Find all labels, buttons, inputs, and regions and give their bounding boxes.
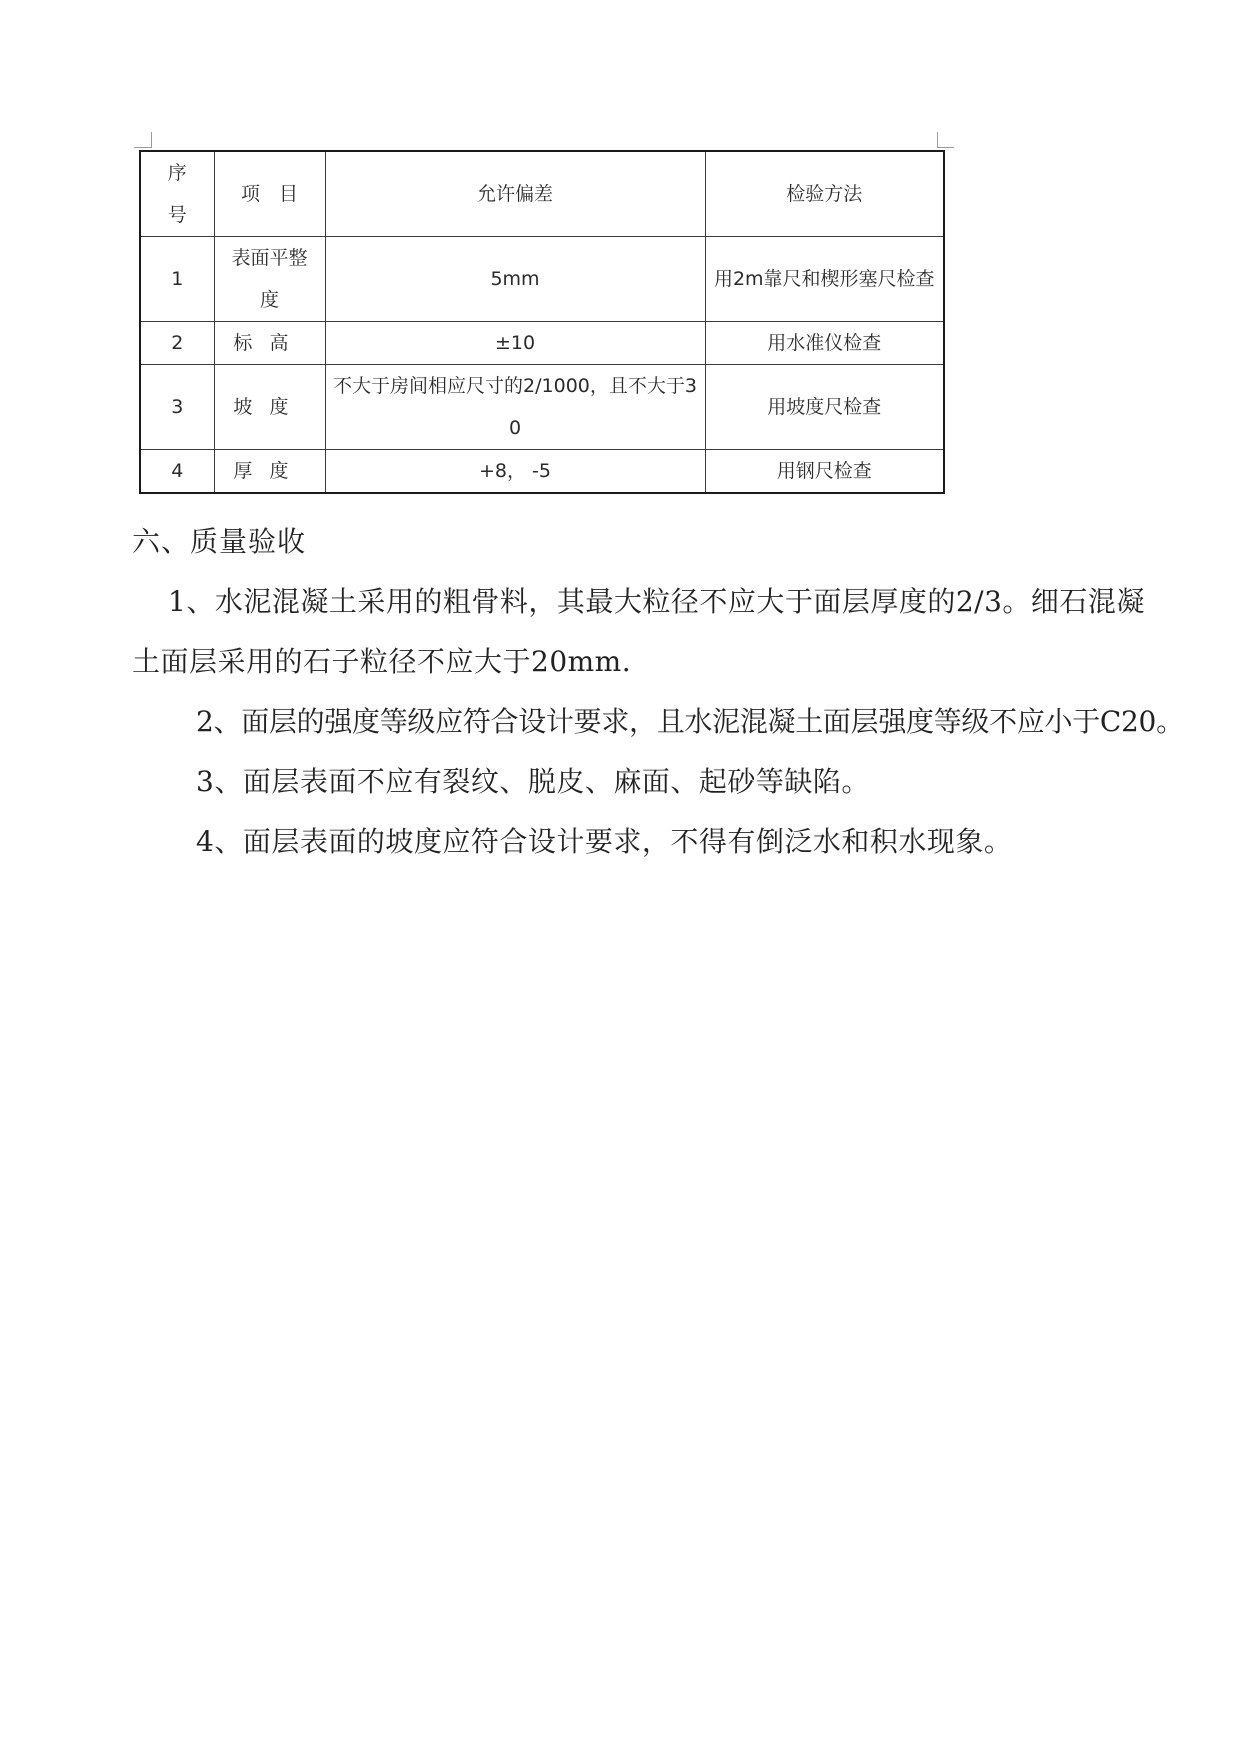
cell-tolerance: 不大于房间相应尺寸的2/1000，且不大于30 <box>325 365 705 450</box>
paragraph-1-line-2: 土面层采用的石子粒径不应大于20mm. <box>132 645 632 678</box>
header-item: 项 目 <box>214 151 325 237</box>
header-method: 检验方法 <box>705 151 944 237</box>
cell-item: 表面平整度 <box>214 237 325 322</box>
table-row <box>140 322 944 365</box>
table-row <box>140 450 944 494</box>
header-tolerance: 允许偏差 <box>325 151 705 237</box>
cell-item: 坡度 <box>214 365 325 450</box>
cell-item: 标高 <box>214 322 325 365</box>
cell-method: 用2m靠尺和楔形塞尺检查 <box>705 237 944 322</box>
cell-method: 用钢尺检查 <box>705 450 944 494</box>
cell-no: 1 <box>140 237 214 322</box>
section-heading: 六、质量验收 <box>132 525 307 558</box>
cell-no: 2 <box>140 322 214 365</box>
paragraph-2: 2、面层的强度等级应符合设计要求，且水泥混凝土面层强度等级不应小于C20。 <box>196 705 1184 738</box>
cell-no: 4 <box>140 450 214 494</box>
cell-tolerance: +8， -5 <box>325 450 705 494</box>
header-no: 序号 <box>140 151 214 237</box>
crop-mark-left-vertical <box>151 132 152 148</box>
cell-no: 3 <box>140 365 214 450</box>
table-row <box>140 237 944 322</box>
cell-tolerance: ±10 <box>325 322 705 365</box>
cell-method: 用水准仪检查 <box>705 322 944 365</box>
paragraph-1-line-1: 1、水泥混凝土采用的粗骨料，其最大粒径不应大于面层厚度的2/3。细石混凝 <box>168 585 1145 618</box>
crop-mark-left-horizontal <box>134 147 151 148</box>
table-header-row <box>140 151 944 237</box>
cell-tolerance: 5mm <box>325 237 705 322</box>
tolerance-table <box>139 150 945 494</box>
paragraph-3: 3、面层表面不应有裂纹、脱皮、麻面、起砂等缺陷。 <box>196 765 870 798</box>
crop-mark-right-horizontal <box>937 147 954 148</box>
paragraph-4: 4、面层表面的坡度应符合设计要求，不得有倒泛水和积水现象。 <box>196 825 1013 858</box>
cell-item: 厚度 <box>214 450 325 494</box>
table-row <box>140 365 944 450</box>
crop-mark-right-vertical <box>937 132 938 148</box>
cell-method: 用坡度尺检查 <box>705 365 944 450</box>
